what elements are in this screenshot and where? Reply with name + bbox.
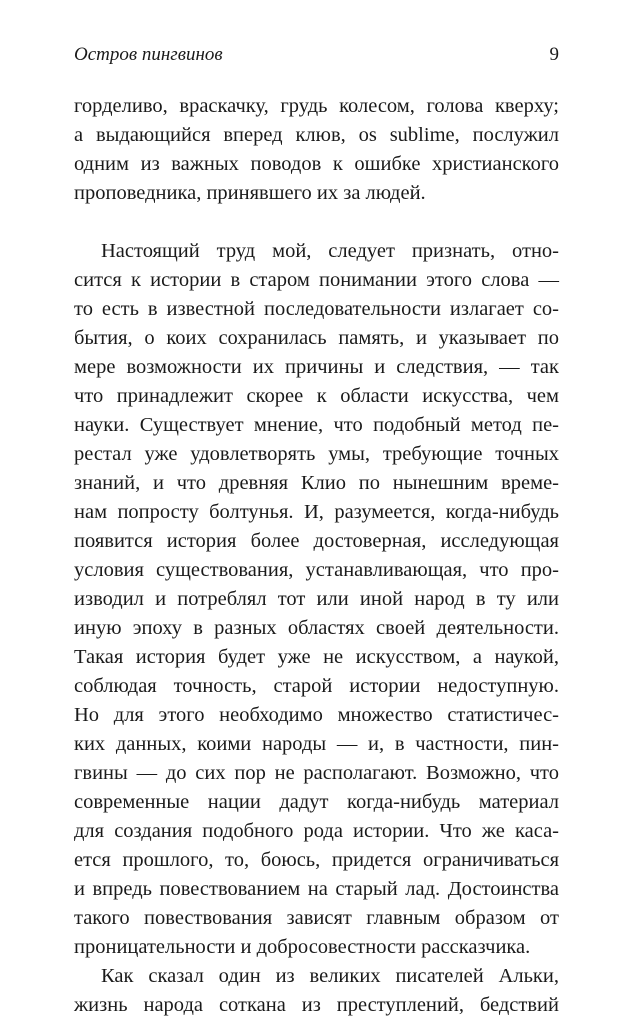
text-line: сится к истории в старом понимании этого слова — bbox=[74, 269, 559, 291]
text-line: Но для этого необходимо множество статистичес- bbox=[74, 704, 559, 726]
text-line: появится история более достоверная, исследующая bbox=[74, 530, 559, 552]
text-line: иную эпоху в разных областях своей деятельности. bbox=[74, 617, 559, 639]
text-line: нам попросту болтунья. И, разумеется, когда-нибудь bbox=[74, 501, 559, 523]
text-line: Настоящий труд мой, следует признать, отно- bbox=[101, 240, 559, 262]
paragraph-2 bbox=[74, 237, 559, 962]
text-line: горделиво, враскачку, грудь колесом, голова кверху; bbox=[74, 95, 559, 117]
text-line: условия существования, устанавливающая, что про- bbox=[74, 559, 559, 581]
text-line: современные нации дадут когда-нибудь материал bbox=[74, 791, 559, 813]
paragraph-1 bbox=[74, 92, 559, 208]
text-line: то есть в известной последовательности излагает со- bbox=[74, 298, 559, 320]
text-line: знаний, и что древняя Клио по нынешним време- bbox=[74, 472, 559, 494]
page-number: 9 bbox=[549, 44, 559, 65]
text-line: для создания подобного рода истории. Что же каса- bbox=[74, 820, 559, 842]
text-line: мере возможности их причины и следствия, — так bbox=[74, 356, 559, 378]
text-line: и впредь повествованием на старый лад. Достоинства bbox=[74, 878, 559, 900]
text-line: проповедника, принявшего их за людей. bbox=[74, 182, 426, 204]
text-line: ких данных, коими народы — и, в частности, пин- bbox=[74, 733, 559, 755]
text-line: науки. Существует мнение, что подобный метод пе- bbox=[74, 414, 559, 436]
paragraph-spacer bbox=[74, 208, 559, 237]
text-line: бытия, о коих сохранилась память, и указывает по bbox=[74, 327, 559, 349]
running-head bbox=[74, 44, 559, 68]
paragraph-3 bbox=[74, 962, 559, 1020]
text-line: а выдающийся вперед клюв, os sublime, послужил bbox=[74, 124, 559, 146]
text-line: проницательности и добросовестности рассказчика. bbox=[74, 936, 531, 958]
text-line: жизнь народа соткана из преступлений, бедствий bbox=[74, 994, 559, 1016]
body-text bbox=[74, 92, 559, 1020]
text-line: рестал уже удовлетворять умы, требующие точных bbox=[74, 443, 559, 465]
text-line: такого повествования зависят главным образом от bbox=[74, 907, 559, 929]
text-line: что принадлежит скорее к области искусства, чем bbox=[74, 385, 559, 407]
text-line: Как сказал один из великих писателей Альки, bbox=[101, 965, 559, 987]
text-line: изводил и потреблял тот или иной народ в ту или bbox=[74, 588, 559, 610]
text-line: одним из важных поводов к ошибке христианского bbox=[74, 153, 559, 175]
text-line: гвины — до сих пор не располагают. Возможно, что bbox=[74, 762, 559, 784]
text-line: соблюдая точность, старой истории недоступную. bbox=[74, 675, 559, 697]
text-line: Такая история будет уже не искусством, а наукой, bbox=[74, 646, 559, 668]
running-title: Остров пингвинов bbox=[74, 44, 223, 65]
text-line: ется прошлого, то, боюсь, придется ограничиваться bbox=[74, 849, 559, 871]
